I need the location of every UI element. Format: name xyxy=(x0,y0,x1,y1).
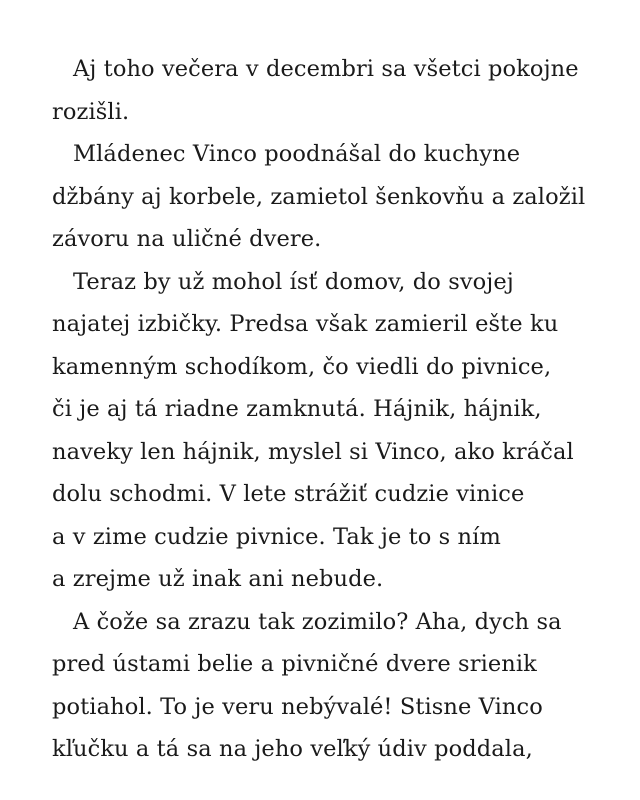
text-line: dolu schodmi. V lete strážiť cudzie vinice xyxy=(52,481,525,507)
text-line: najatej izbičky. Predsa však zamieril ešte ku xyxy=(52,311,559,337)
body-text xyxy=(52,48,612,771)
text-line: A čože sa zrazu tak zozimilo? Aha, dych sa xyxy=(73,608,562,635)
text-line: naveky len hájnik, myslel si Vinco, ako kráčal xyxy=(52,438,574,465)
text-line: potiahol. To je veru nebývalé! Stisne Vinco xyxy=(52,693,543,720)
text-line: Mládenec Vinco poodnášal do kuchyne xyxy=(73,141,521,167)
text-line: Aj toho večera v decembri sa všetci pokojne xyxy=(73,56,579,82)
text-line: rozišli. xyxy=(52,98,130,125)
text-line: a v zime cudzie pivnice. Tak je to s ním xyxy=(52,523,501,550)
text-line: džbány aj korbele, zamietol šenkovňu a založil xyxy=(52,183,586,210)
text-line: Teraz by už mohol ísť domov, do svojej xyxy=(73,268,514,295)
text-line: kľučku a tá sa na jeho veľký údiv poddala, xyxy=(52,736,533,762)
text-line: kamenným schodíkom, čo viedli do pivnice, xyxy=(52,353,552,380)
text-line: a zrejme už inak ani nebude. xyxy=(52,566,384,592)
text-line: pred ústami belie a pivničné dvere srienik xyxy=(52,651,537,677)
text-line: či je aj tá riadne zamknutá. Hájnik, hájnik, xyxy=(52,396,542,422)
text-line: závoru na uličné dvere. xyxy=(52,226,322,252)
